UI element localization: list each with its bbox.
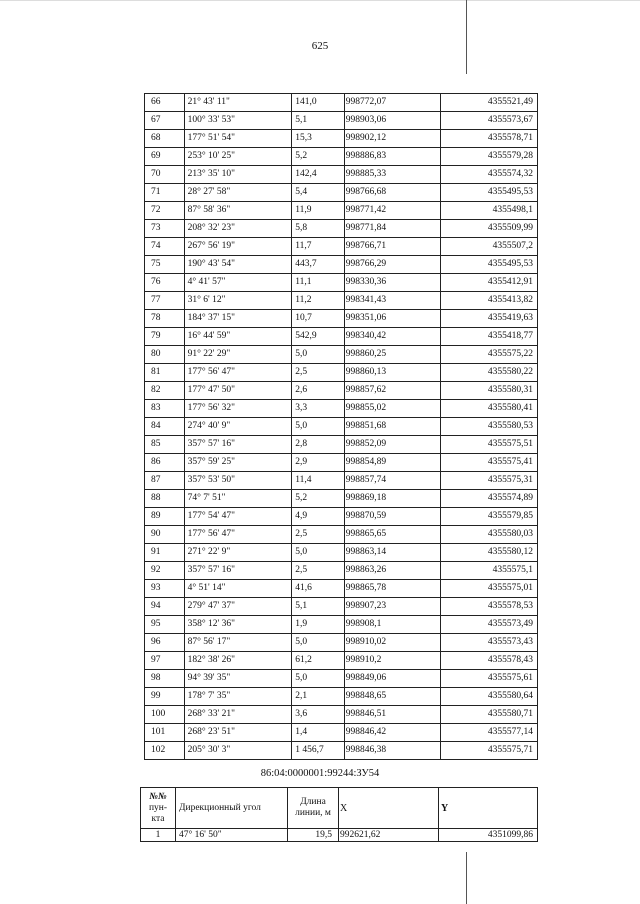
cell-direction-angle: 358° 12' 36" <box>184 616 292 634</box>
cell-point-number: 71 <box>145 184 185 202</box>
table-row <box>145 454 538 472</box>
table-row <box>145 148 538 166</box>
table-row <box>145 202 538 220</box>
cell-line-length: 2,1 <box>292 688 344 706</box>
cell-x: 998863,26 <box>344 562 440 580</box>
cell-line-length: 5,0 <box>292 634 344 652</box>
cell-y: 4355498,1 <box>440 202 537 220</box>
cell-direction-angle: 16° 44' 59" <box>184 328 292 346</box>
cell-y: 4355573,67 <box>440 112 537 130</box>
cell-y: 4355574,89 <box>440 490 537 508</box>
cell-direction-angle: 271° 22' 9" <box>184 544 292 562</box>
table-row <box>145 112 538 130</box>
cell-x: 998351,06 <box>344 310 440 328</box>
cell-line-length: 5,2 <box>292 490 344 508</box>
cell-point-number: 93 <box>145 580 185 598</box>
cell-point-number: 95 <box>145 616 185 634</box>
cell-x: 998766,71 <box>344 238 440 256</box>
cell-y: 4355575,51 <box>440 436 537 454</box>
cell-point-number: 88 <box>145 490 185 508</box>
table-row <box>145 274 538 292</box>
cell-point-number: 94 <box>145 598 185 616</box>
table-row <box>145 598 538 616</box>
cell-line-length: 2,6 <box>292 382 344 400</box>
table-row <box>145 580 538 598</box>
cell-line-length: 3,6 <box>292 706 344 724</box>
cell-point-number: 99 <box>145 688 185 706</box>
cell-y: 4355580,22 <box>440 364 537 382</box>
cell-x: 998885,33 <box>344 166 440 184</box>
header-direction-angle: Дирекционный угол <box>176 788 288 829</box>
cell-y: 4355495,53 <box>440 256 537 274</box>
scan-edge <box>0 0 640 1</box>
cell-point-number: 75 <box>145 256 185 274</box>
cell-direction-angle: 253° 10' 25" <box>184 148 292 166</box>
table-row <box>145 94 538 112</box>
cell-direction-angle: 74° 7' 51" <box>184 490 292 508</box>
cell-direction-angle: 267° 56' 19" <box>184 238 292 256</box>
cell-point-number: 74 <box>145 238 185 256</box>
cell-direction-angle: 177° 56' 32" <box>184 400 292 418</box>
cell-y: 4355575,71 <box>440 742 537 760</box>
cell-x: 998870,59 <box>344 508 440 526</box>
cell-point-number: 83 <box>145 400 185 418</box>
cell-direction-angle: 177° 54' 47" <box>184 508 292 526</box>
table-row <box>145 688 538 706</box>
cell-y: 4355507,2 <box>440 238 537 256</box>
table-row <box>145 652 538 670</box>
table-row <box>145 184 538 202</box>
cell-line-length: 1,4 <box>292 724 344 742</box>
table-row <box>145 472 538 490</box>
cell-direction-angle: 357° 57' 16" <box>184 562 292 580</box>
table-row <box>145 616 538 634</box>
cell-point-number: 76 <box>145 274 185 292</box>
header-line-length <box>288 788 339 829</box>
table-row <box>145 418 538 436</box>
cell-direction-angle: 100° 33' 53" <box>184 112 292 130</box>
cell-point-number: 85 <box>145 436 185 454</box>
cell-line-length: 11,9 <box>292 202 344 220</box>
cell-direction-angle: 357° 59' 25" <box>184 454 292 472</box>
cell-y: 4355578,53 <box>440 598 537 616</box>
cell-x: 998869,18 <box>344 490 440 508</box>
cell-direction-angle: 4° 41' 57" <box>184 274 292 292</box>
cell-x: 992621,62 <box>339 829 439 842</box>
cell-x: 998863,14 <box>344 544 440 562</box>
cell-direction-angle: 208° 32' 23" <box>184 220 292 238</box>
cell-point-number: 84 <box>145 418 185 436</box>
cell-x: 998341,43 <box>344 292 440 310</box>
table-row <box>145 238 538 256</box>
cell-x: 998855,02 <box>344 400 440 418</box>
cell-x: 998854,89 <box>344 454 440 472</box>
cell-point-number: 92 <box>145 562 185 580</box>
cell-direction-angle: 91° 22' 29" <box>184 346 292 364</box>
cell-line-length: 141,0 <box>292 94 344 112</box>
cell-x: 998766,68 <box>344 184 440 202</box>
cell-line-length: 4,9 <box>292 508 344 526</box>
cell-line-length: 1 456,7 <box>292 742 344 760</box>
table-row <box>145 256 538 274</box>
cell-direction-angle: 205° 30' 3" <box>184 742 292 760</box>
cell-line-length: 11,4 <box>292 472 344 490</box>
cell-y: 4355575,1 <box>440 562 537 580</box>
cell-x: 998846,42 <box>344 724 440 742</box>
header-length-line2: линии, м <box>295 808 331 818</box>
cell-point-number: 90 <box>145 526 185 544</box>
cell-line-length: 3,3 <box>292 400 344 418</box>
cell-x: 998860,13 <box>344 364 440 382</box>
cell-x: 998771,84 <box>344 220 440 238</box>
cell-direction-angle: 47° 16' 50" <box>176 829 288 842</box>
header-point-number <box>141 788 176 829</box>
cell-direction-angle: 177° 51' 54" <box>184 130 292 148</box>
cell-point-number: 78 <box>145 310 185 328</box>
cell-x: 998886,83 <box>344 148 440 166</box>
cell-direction-angle: 177° 47' 50" <box>184 382 292 400</box>
cell-direction-angle: 87° 58' 36" <box>184 202 292 220</box>
cell-point-number: 101 <box>145 724 185 742</box>
cell-line-length: 5,1 <box>292 112 344 130</box>
cell-direction-angle: 268° 33' 21" <box>184 706 292 724</box>
cell-direction-angle: 184° 37' 15" <box>184 310 292 328</box>
cell-y: 4355578,71 <box>440 130 537 148</box>
table-row <box>145 400 538 418</box>
cell-point-number: 97 <box>145 652 185 670</box>
table-row <box>145 130 538 148</box>
cell-line-length: 41,6 <box>292 580 344 598</box>
table-row <box>145 166 538 184</box>
cell-point-number: 72 <box>145 202 185 220</box>
cell-x: 998907,23 <box>344 598 440 616</box>
table-row <box>145 526 538 544</box>
cell-line-length: 61,2 <box>292 652 344 670</box>
cell-y: 4355580,12 <box>440 544 537 562</box>
cell-y: 4355509,99 <box>440 220 537 238</box>
cell-line-length: 2,5 <box>292 562 344 580</box>
cell-y: 4355580,03 <box>440 526 537 544</box>
cell-y: 4355419,63 <box>440 310 537 328</box>
cell-x: 998852,09 <box>344 436 440 454</box>
table-row <box>145 328 538 346</box>
cell-point-number: 102 <box>145 742 185 760</box>
table-row <box>145 220 538 238</box>
parcel-coordinates-table <box>140 787 538 842</box>
cell-line-length: 542,9 <box>292 328 344 346</box>
cell-direction-angle: 177° 56' 47" <box>184 526 292 544</box>
cell-x: 998910,2 <box>344 652 440 670</box>
cell-line-length: 5,2 <box>292 148 344 166</box>
cell-direction-angle: 4° 51' 14" <box>184 580 292 598</box>
cell-y: 4355577,14 <box>440 724 537 742</box>
binding-margin-line-bottom <box>466 852 467 904</box>
cell-direction-angle: 268° 23' 51" <box>184 724 292 742</box>
cell-point-number: 70 <box>145 166 185 184</box>
cell-point-number: 1 <box>141 829 176 842</box>
cell-line-length: 11,7 <box>292 238 344 256</box>
cell-x: 998908,1 <box>344 616 440 634</box>
cell-direction-angle: 28° 27' 58" <box>184 184 292 202</box>
cell-line-length: 142,4 <box>292 166 344 184</box>
cell-direction-angle: 274° 40' 9" <box>184 418 292 436</box>
table-row <box>145 292 538 310</box>
cell-y: 4351099,86 <box>439 829 538 842</box>
header-num-line3: кта <box>151 813 165 824</box>
table-row <box>145 544 538 562</box>
cell-line-length: 2,8 <box>292 436 344 454</box>
cell-direction-angle: 357° 57' 16" <box>184 436 292 454</box>
cell-x: 998340,42 <box>344 328 440 346</box>
cell-y: 4355412,91 <box>440 274 537 292</box>
cell-line-length: 11,1 <box>292 274 344 292</box>
cell-direction-angle: 21° 43' 11" <box>184 94 292 112</box>
cell-y: 4355578,43 <box>440 652 537 670</box>
header-length-line1: Длина <box>300 797 326 807</box>
cell-line-length: 15,3 <box>292 130 344 148</box>
cell-y: 4355575,41 <box>440 454 537 472</box>
cell-x: 998772,07 <box>344 94 440 112</box>
table-row <box>145 706 538 724</box>
table-row <box>145 310 538 328</box>
cell-direction-angle: 31° 6' 12" <box>184 292 292 310</box>
cell-x: 998903,06 <box>344 112 440 130</box>
cell-y: 4355418,77 <box>440 328 537 346</box>
cell-point-number: 73 <box>145 220 185 238</box>
cell-y: 4355574,32 <box>440 166 537 184</box>
table-row <box>145 634 538 652</box>
cell-line-length: 5,0 <box>292 544 344 562</box>
cell-y: 4355580,64 <box>440 688 537 706</box>
cell-line-length: 2,5 <box>292 364 344 382</box>
cell-y: 4355521,49 <box>440 94 537 112</box>
header-x: X <box>339 788 439 829</box>
cell-direction-angle: 94° 39' 35" <box>184 670 292 688</box>
cell-direction-angle: 279° 47' 37" <box>184 598 292 616</box>
cell-line-length: 5,1 <box>292 598 344 616</box>
cell-point-number: 67 <box>145 112 185 130</box>
cell-y: 4355579,28 <box>440 148 537 166</box>
cell-x: 998860,25 <box>344 346 440 364</box>
cell-y: 4355413,82 <box>440 292 537 310</box>
cell-line-length: 5,0 <box>292 346 344 364</box>
cell-direction-angle: 190° 43' 54" <box>184 256 292 274</box>
table-row <box>145 346 538 364</box>
cell-point-number: 68 <box>145 130 185 148</box>
cell-point-number: 96 <box>145 634 185 652</box>
cell-line-length: 10,7 <box>292 310 344 328</box>
coordinates-table-body <box>145 94 538 760</box>
cell-y: 4355580,71 <box>440 706 537 724</box>
table-row <box>145 724 538 742</box>
cell-line-length: 443,7 <box>292 256 344 274</box>
coordinates-table <box>144 93 538 760</box>
cell-y: 4355580,41 <box>440 400 537 418</box>
table-row <box>145 382 538 400</box>
cell-line-length: 5,4 <box>292 184 344 202</box>
cell-point-number: 91 <box>145 544 185 562</box>
table-row <box>145 490 538 508</box>
cell-line-length: 5,8 <box>292 220 344 238</box>
cell-line-length: 19,5 <box>288 829 339 842</box>
cell-direction-angle: 213° 35' 10" <box>184 166 292 184</box>
cell-y: 4355573,49 <box>440 616 537 634</box>
cell-line-length: 5,0 <box>292 418 344 436</box>
page-number: 625 <box>311 40 329 52</box>
table-row <box>141 829 538 842</box>
cell-line-length: 1,9 <box>292 616 344 634</box>
cell-point-number: 69 <box>145 148 185 166</box>
cell-y: 4355575,31 <box>440 472 537 490</box>
cell-point-number: 89 <box>145 508 185 526</box>
cell-direction-angle: 87° 56' 17" <box>184 634 292 652</box>
cell-point-number: 66 <box>145 94 185 112</box>
cell-line-length: 11,2 <box>292 292 344 310</box>
binding-margin-line <box>466 0 467 74</box>
cell-y: 4355495,53 <box>440 184 537 202</box>
cell-point-number: 79 <box>145 328 185 346</box>
cell-point-number: 80 <box>145 346 185 364</box>
table-header-row <box>141 788 538 829</box>
header-num-line2: пун- <box>148 802 168 813</box>
table-row <box>145 742 538 760</box>
cell-direction-angle: 178° 7' 35" <box>184 688 292 706</box>
header-y: Y <box>439 788 538 829</box>
cell-x: 998857,62 <box>344 382 440 400</box>
cell-x: 998846,38 <box>344 742 440 760</box>
cell-direction-angle: 182° 38' 26" <box>184 652 292 670</box>
cell-x: 998865,78 <box>344 580 440 598</box>
table-row <box>145 436 538 454</box>
cell-line-length: 2,9 <box>292 454 344 472</box>
cell-line-length: 5,0 <box>292 670 344 688</box>
cell-y: 4355575,61 <box>440 670 537 688</box>
cell-point-number: 98 <box>145 670 185 688</box>
cell-point-number: 77 <box>145 292 185 310</box>
cell-y: 4355579,85 <box>440 508 537 526</box>
table-row <box>145 364 538 382</box>
cell-x: 998910,02 <box>344 634 440 652</box>
cell-x: 998848,65 <box>344 688 440 706</box>
cell-y: 4355573,43 <box>440 634 537 652</box>
cell-x: 998902,12 <box>344 130 440 148</box>
cell-point-number: 87 <box>145 472 185 490</box>
cell-point-number: 82 <box>145 382 185 400</box>
cell-point-number: 81 <box>145 364 185 382</box>
cell-x: 998771,42 <box>344 202 440 220</box>
header-num-line1: №№ <box>149 791 167 802</box>
cell-y: 4355580,31 <box>440 382 537 400</box>
cell-x: 998857,74 <box>344 472 440 490</box>
parcel-cadastral-number: 86:04:0000001:99244:ЗУ54 <box>260 768 380 779</box>
cell-point-number: 100 <box>145 706 185 724</box>
cell-y: 4355575,22 <box>440 346 537 364</box>
cell-x: 998851,68 <box>344 418 440 436</box>
table-row <box>145 562 538 580</box>
cell-line-length: 2,5 <box>292 526 344 544</box>
cell-x: 998846,51 <box>344 706 440 724</box>
cell-x: 998330,36 <box>344 274 440 292</box>
cell-x: 998865,65 <box>344 526 440 544</box>
table-row <box>145 508 538 526</box>
cell-x: 998849,06 <box>344 670 440 688</box>
cell-direction-angle: 357° 53' 50" <box>184 472 292 490</box>
cell-point-number: 86 <box>145 454 185 472</box>
cell-x: 998766,29 <box>344 256 440 274</box>
table-row <box>145 670 538 688</box>
cell-y: 4355580,53 <box>440 418 537 436</box>
cell-y: 4355575,01 <box>440 580 537 598</box>
cell-direction-angle: 177° 56' 47" <box>184 364 292 382</box>
